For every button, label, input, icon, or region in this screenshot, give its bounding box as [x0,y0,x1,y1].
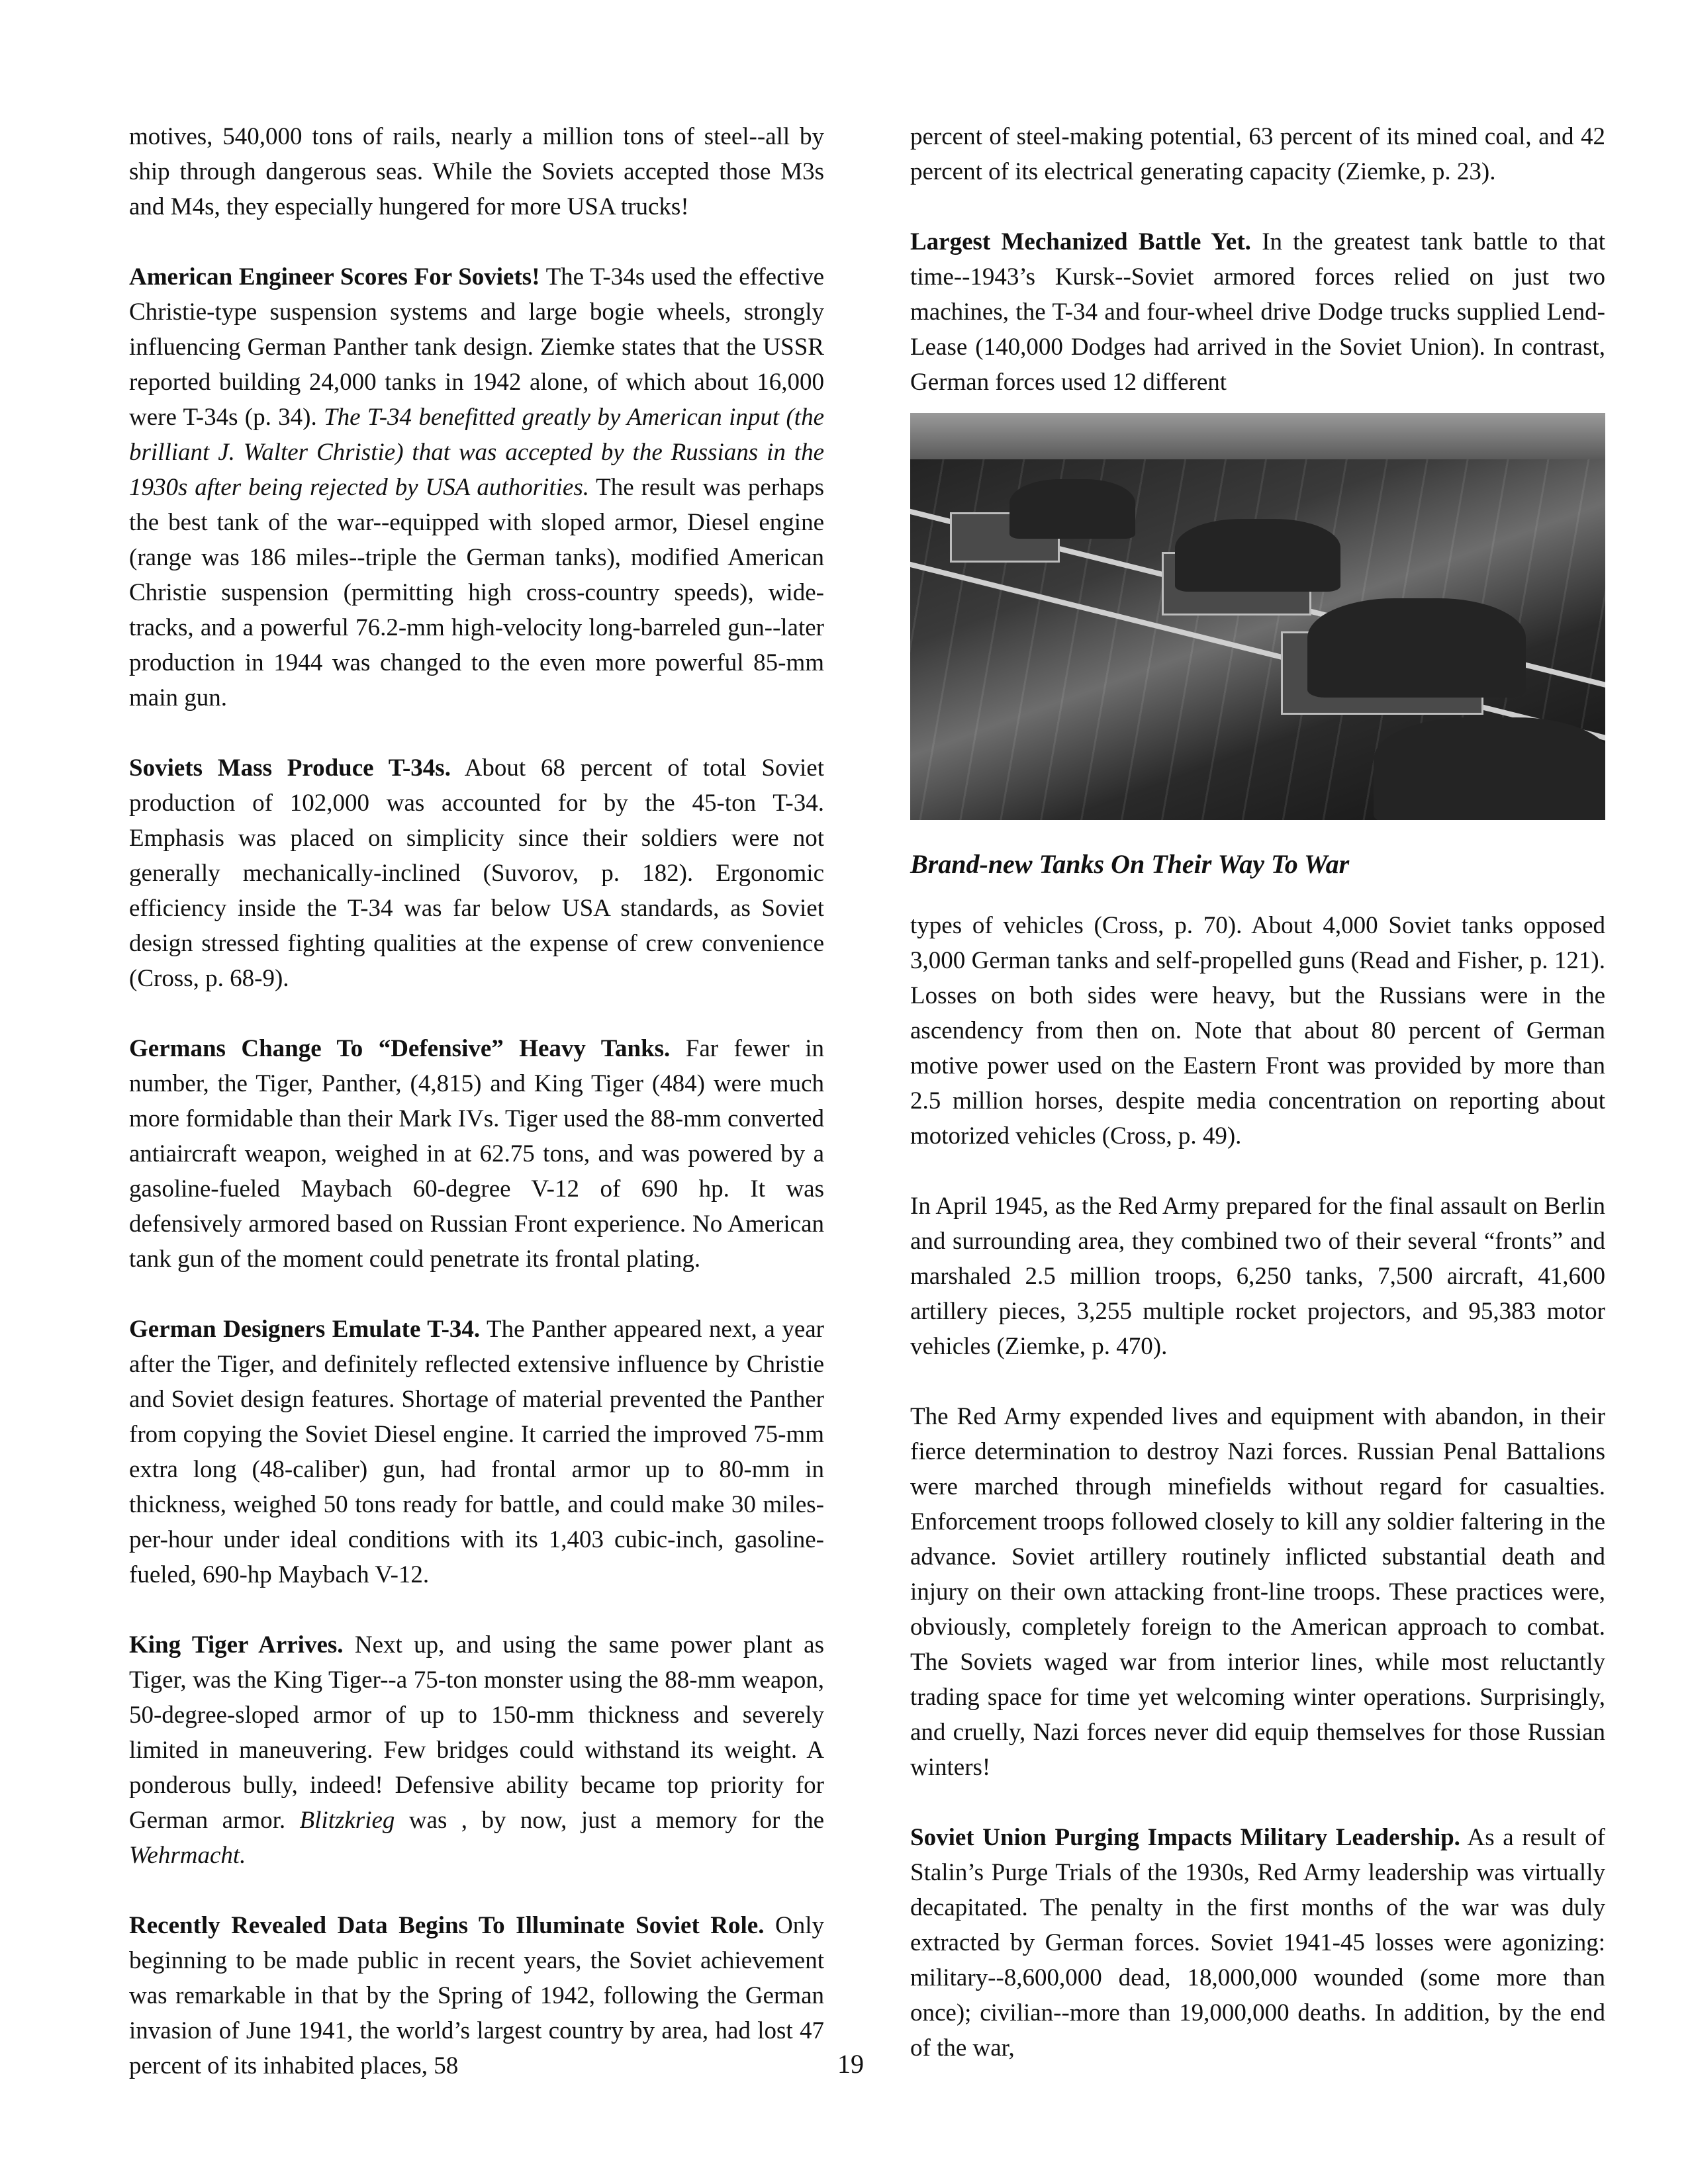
body-text: Only beginning to be made public in recent years, the Soviet achievement was remarkable in that by the Spring of 1942, following the German invasion of June 1941, the world’s largest country by area, had lost 47 percent of its inhabited places, 58 [129,1912,824,2079]
paragraph [910,1399,1605,1785]
page-number: 19 [837,2049,864,2079]
section-heading: German Designers Emulate T-34. [129,1316,481,1343]
body-text: Far fewer in number, the Tiger, Panther, (4,815) and King Tiger (484) were much more formidable than their Mark IVs. Tiger used the 88-mm converted antiaircraft weapon, weighed in at 62.75 tons, and was powered by a gasoline-fueled Maybach 60-degree V-12 of 690 hp. It was defensively armored based on Russian Front experience. No American tank gun of the moment could penetrate its frontal plating. [129,1035,824,1273]
paragraph [129,1031,824,1277]
body-text: About 68 percent of total Soviet production of 102,000 was accounted for by the 45-ton T-34. Emphasis was placed on simplicity since their soldiers were not generally mechanically-inclined (Suvorov, p. 182). Ergonomic efficiency inside the T-34 was far below USA standards, as Soviet design stressed fighting qualities at the expense of crew convenience (Cross, p. 68-9). [129,754,824,992]
photo-sky [910,413,1605,459]
body-text: The Panther appeared next, a year after the Tiger, and definitely reflected extensive influence by Christie and Soviet design features. Shortage of material prevented the Panther from copying the Soviet Diesel engine. It carried the improved 75-mm extra long (48-caliber) gun, had frontal armor up to 80-mm in thickness, weighed 50 tons ready for battle, and could make 30 miles-per-hour under ideal conditions with its 1,403 cubic-inch, gasoline-fueled, 690-hp Maybach V-12. [129,1316,824,1588]
body-text: was , by now, just a memory for the [395,1807,824,1834]
section-heading: King Tiger Arrives. [129,1631,344,1659]
italic-text: Wehrmacht. [129,1842,246,1869]
paragraph [910,119,1605,189]
section-heading: Germans Change To “Defensive” Heavy Tanks. [129,1035,671,1062]
paragraph [910,1189,1605,1364]
body-text: As a result of Stalin’s Purge Trials of the 1930s, Red Army leadership was virtually decapitated. The penalty in the first months of the war was duly extracted by German forces. Soviet 1941-45 losses were agonizing: military--8,600,000 dead, 18,000,000 wounded (some more than once); civilian--more than 19,000,000 deaths. In addition, by the end of the war, [910,1824,1605,2062]
paragraph [129,751,824,996]
right-column-bottom [910,908,1605,2066]
body-text: The Red Army expended lives and equipment with abandon, in their fierce determination to destroy Nazi forces. Russian Penal Battalions were marched through minefields without regard for casualties. Enforcement troops followed closely to kill any soldier faltering in the advance. Soviet artillery routinely inflicted substantial death and injury on their own attacking front-line troops. These practices were, obviously, completely foreign to the American approach to combat. The Soviets waged war from interior lines, while most reluctantly trading space for time yet welcoming winter operations. Surprisingly, and cruelly, Nazi forces never did equip themselves for those Russian winters! [910,1403,1605,1781]
right-column [910,119,1605,2079]
body-text: The result was perhaps the best tank of the war--equipped with sloped armor, Diesel engine (range was 186 miles--triple the German tanks), modified American Christie suspension (permitting high cross-country speeds), wide-tracks, and a powerful 76.2-mm high-velocity long-barreled gun--later production in 1944 was changed to the even more powerful 85-mm main gun. [129,474,824,711]
body-text: Next up, and using the same power plant as Tiger, was the King Tiger--a 75-ton monster using the 88-mm weapon, 50-degree-sloped armor of up to 150-mm thickness and severely limited in maneuvering. Few bridges could withstand its weight. A ponderous bully, indeed! Defensive ability became top priority for German armor. [129,1631,824,1834]
photo-tank [1009,479,1135,539]
section-heading: Largest Mechanized Battle Yet. [910,228,1251,255]
paragraph [129,1312,824,1592]
body-text: types of vehicles (Cross, p. 70). About 4,000 Soviet tanks opposed 3,000 German tanks and self-propelled guns (Read and Fisher, p. 121). Losses on both sides were heavy, but the Russians were in the ascendency from then on. Note that about 80 percent of German motive power used on the Eastern Front was provided by more than 2.5 million horses, despite media concentration on reporting about motorized vehicles (Cross, p. 49). [910,912,1605,1150]
body-text: percent of steel-making potential, 63 percent of its mined coal, and 42 percent of its electrical generating capacity (Ziemke, p. 23). [910,123,1605,185]
right-column-top [910,119,1605,400]
paragraph [129,119,824,224]
section-heading: American Engineer Scores For Soviets! [129,263,540,291]
photo-tank [1175,519,1340,592]
body-text: In April 1945, as the Red Army prepared for the final assault on Berlin and surrounding area, they combined two of their several “fronts” and marshaled 2.5 million troops, 6,250 tanks, 7,500 aircraft, 41,600 artillery pieces, 3,255 multiple rocket projectors, and 95,383 motor vehicles (Ziemke, p. 470). [910,1193,1605,1360]
body-text: In the greatest tank battle to that time--1943’s Kursk--Soviet armored forces relied on just two machines, the T-34 and four-wheel drive Dodge trucks supplied Lend-Lease (140,000 Dodges had arrived in the Soviet Union). In contrast, German forces used 12 different [910,228,1606,396]
italic-text: The T-34 benefitted greatly by American input (the brilliant J. Walter Christie) that was accepted by the Russians in the 1930s after being rejected by USA authorities. [129,404,824,501]
photo-tank [1307,598,1526,698]
paragraph [910,224,1605,400]
paragraph [129,1627,824,1873]
italic-text: Blitzkrieg [299,1807,395,1834]
section-heading: Soviet Union Purging Impacts Military Leadership. [910,1824,1460,1851]
paragraph [910,1820,1605,2066]
tanks-on-railcars-photo [910,413,1605,820]
photo-caption: Brand-new Tanks On Their Way To War [910,849,1350,879]
section-heading: Soviets Mass Produce T-34s. [129,754,451,782]
paragraph [129,1908,824,2083]
paragraph [910,908,1605,1154]
section-heading: Recently Revealed Data Begins To Illuminate Soviet Role. [129,1912,765,1939]
body-text: The T-34s used the effective Christie-type suspension systems and large bogie wheels, strongly influencing German Panther tank design. Ziemke states that the USSR reported building 24,000 tanks in 1942 alone, of which about 16,000 were T-34s (p. 34). [129,263,825,431]
photo-tank [1374,717,1605,820]
body-text: motives, 540,000 tons of rails, nearly a million tons of steel--all by ship through dangerous seas. While the Soviets accepted those M3s and M4s, they especially hungered for more USA trucks! [129,123,824,220]
paragraph [129,259,824,715]
left-column [129,119,824,2097]
